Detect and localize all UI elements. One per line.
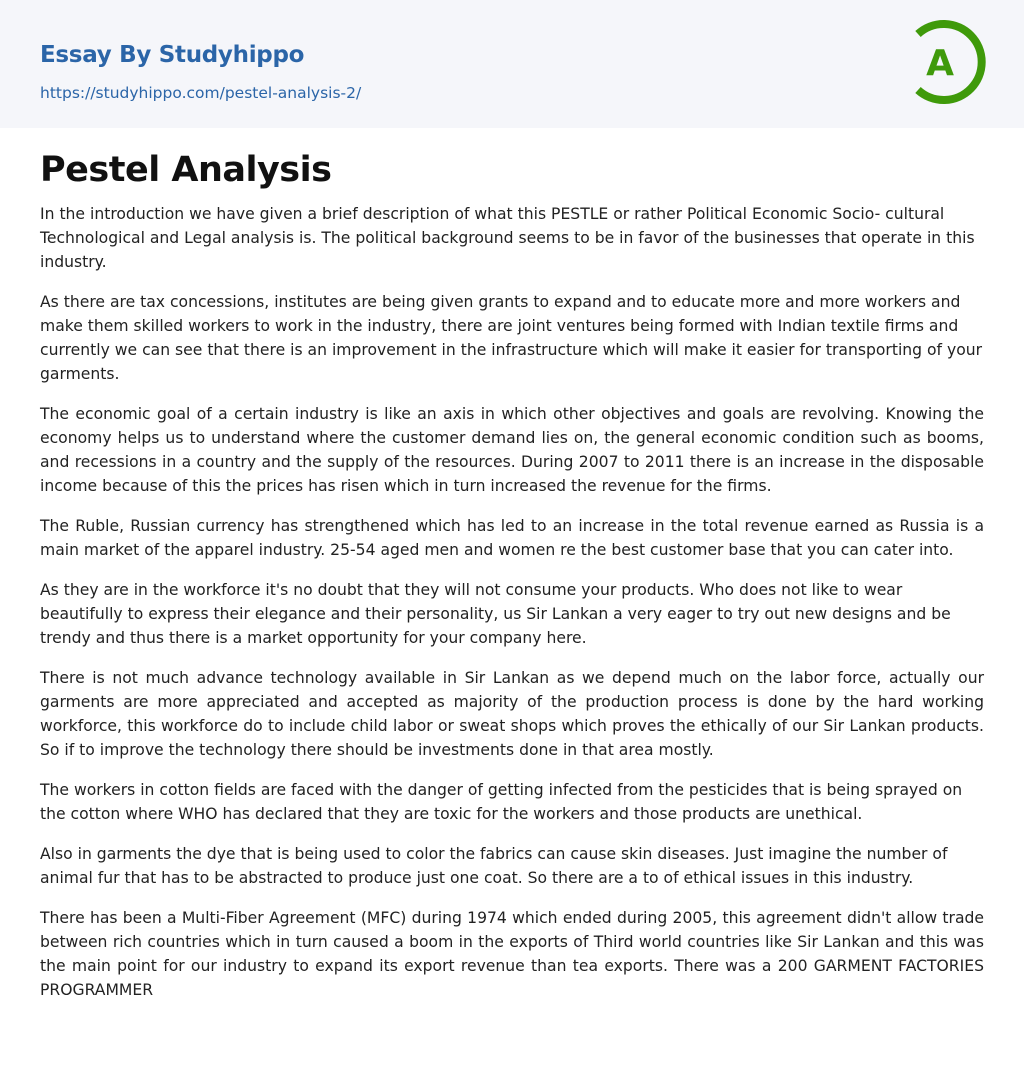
paragraph: There is not much advance technology available in Sir Lankan as we depend much on the labor force, actually our garments are more appreciated and accepted as majority of the production process is done by the hard working workforce, this workforce do to include child labor or sweat shops which proves the ethically of our Sir Lankan products. So if to improve the technology there should be investments done in that area mostly. <box>40 669 984 759</box>
paragraph: The economic goal of a certain industry is like an axis in which other objectives and goals are revolving. Knowing the economy helps us to understand where the customer demand lies on, the general economic condition such as booms, and recessions in a country and the supply of the resources. During 2007 to 2011 there is an increase in the disposable income because of this the prices has risen which in turn increased the revenue for the firms. <box>40 405 984 495</box>
paragraph: The workers in cotton fields are faced with the danger of getting infected from the pesticides that is being sprayed on the cotton where WHO has declared that they are toxic for the workers and those products are unethical. <box>40 781 963 823</box>
paragraph: The Ruble, Russian currency has strengthened which has led to an increase in the total revenue earned as Russia is a main market of the apparel industry. 25-54 aged men and women re the best customer base that you can cater into. <box>40 517 984 559</box>
svg-text:A: A <box>926 43 954 84</box>
paragraph: There has been a Multi-Fiber Agreement (MFC) during 1974 which ended during 2005, this agreement didn't allow trade between rich countries which in turn caused a boom in the exports of Third world countries like Sir Lankan and this was the main point for our industry to expand its export revenue than tea exports. There was a 200 GARMENT FACTORIES PROGRAMMER <box>40 909 984 999</box>
essay-body <box>0 194 1024 1002</box>
paragraph: Also in garments the dye that is being used to color the fabrics can cause skin diseases. Just imagine the number of animal fur that has to be abstracted to produce just one coat. So there are a to of ethical issues in this industry. <box>40 845 948 887</box>
paragraph: As there are tax concessions, institutes are being given grants to expand and to educate more and more workers and make them skilled workers to work in the industry, there are joint ventures being formed with Indian textile firms and currently we can see that there is an improvement in the infrastructure which will make it easier for transporting of your garments. <box>40 293 983 383</box>
site-header <box>0 0 1024 128</box>
paragraph: As they are in the workforce it's no doubt that they will not consume your products. Who does not like to wear beautifully to express their elegance and their personality, us Sir Lankan a very eager to try out new designs and be trendy and thus there is a market opportunity for your company here. <box>40 581 951 647</box>
essay-url-link[interactable]: https://studyhippo.com/pestel-analysis-2/ <box>40 84 362 102</box>
page-title: Pestel Analysis <box>40 150 332 190</box>
paragraph: In the introduction we have given a brief description of what this PESTLE or rather Political Economic Socio- cultural Technological and Legal analysis is. The political background seems to be in favor of the businesses that operate in this industry. <box>40 205 975 271</box>
studyhippo-logo-icon[interactable] <box>912 18 988 106</box>
brand-title: Essay By Studyhippo <box>40 42 305 68</box>
